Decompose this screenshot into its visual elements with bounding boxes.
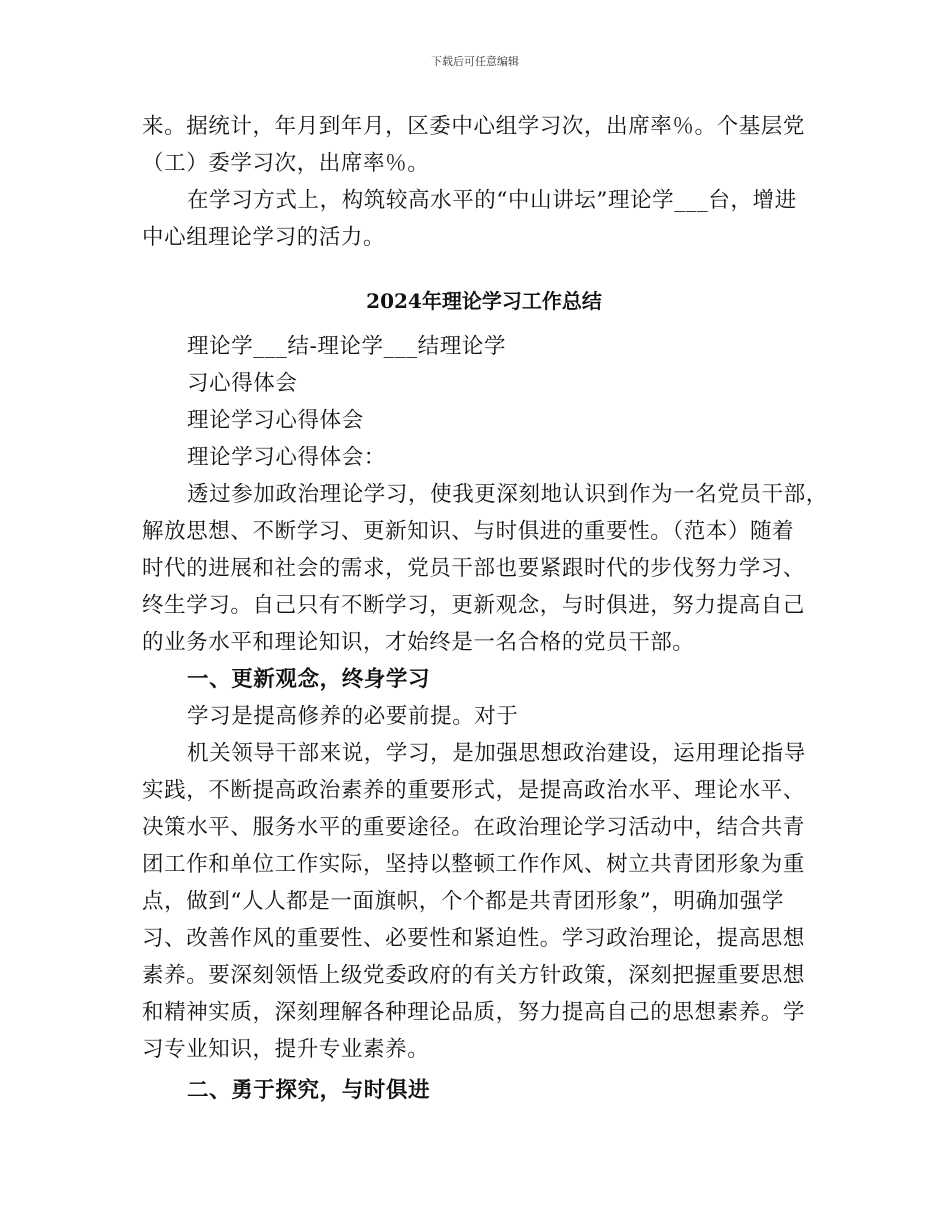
paragraph-line: 中心组理论学习的活力。 — [142, 225, 386, 250]
document-title: 2024年理论学习工作总结 — [366, 289, 602, 313]
paragraph-line: 习、改善作风的重要性、必要性和紧迫性。学习政治理论，提高思想 — [142, 926, 806, 951]
paragraph-line: 机关领导干部来说，学习，是加强思想政治建设，运用理论指导 — [187, 741, 806, 766]
paragraph-line: 学习是提高修养的必要前提。对于 — [187, 704, 519, 729]
paragraph-line: 点，做到“人人都是一面旗帜，个个都是共青团形象”，明确加强学 — [142, 889, 784, 914]
paragraph-line: 透过参加政治理论学习，使我更深刻地认识到作为一名党员干部， — [187, 482, 828, 507]
intro-line: 理论学习心得体会： — [187, 445, 386, 470]
paragraph-line: 和精神实质，深刻理解各种理论品质，努力提高自己的思想素养。学 — [142, 1000, 806, 1025]
intro-line: 理论学___结-理论学___结理论学 — [187, 334, 507, 359]
paragraph-line: 的业务水平和理论知识，才始终是一名合格的党员干部。 — [142, 630, 695, 655]
paragraph-line: 时代的进展和社会的需求，党员干部也要紧跟时代的步伐努力学习、 — [142, 556, 806, 581]
paragraph-line: （工）委学习次，出席率％。 — [142, 151, 430, 176]
paragraph-line: 素养。要深刻领悟上级党委政府的有关方针政策，深刻把握重要思想 — [142, 963, 806, 988]
intro-line: 理论学习心得体会 — [187, 408, 364, 433]
intro-line: 习心得体会 — [187, 371, 298, 396]
paragraph-line: 来。据统计，年月到年月，区委中心组学习次，出席率％。个基层党 — [142, 114, 806, 139]
paragraph-line: 终生学习。自己只有不断学习，更新观念，与时俱进，努力提高自己 — [142, 593, 806, 618]
paragraph-line: 决策水平、服务水平的重要途径。在政治理论学习活动中，结合共青 — [142, 815, 806, 840]
paragraph-line: 团工作和单位工作实际，坚持以整顿工作作风、树立共青团形象为重 — [142, 852, 806, 877]
section-heading: 二、勇于探究，与时俱进 — [187, 1078, 431, 1103]
document-body — [142, 108, 828, 1109]
section-heading: 一、更新观念，终身学习 — [187, 667, 431, 692]
page-header: 下载后可任意编辑 — [431, 55, 519, 68]
paragraph-line: 实践，不断提高政治素养的重要形式，是提高政治水平、理论水平、 — [142, 778, 806, 803]
paragraph-line: 解放思想、不断学习、更新知识、与时俱进的重要性。（范本）随着 — [142, 519, 795, 544]
paragraph-line: 习专业知识，提升专业素养。 — [142, 1037, 430, 1062]
paragraph-line: 在学习方式上，构筑较高水平的“中山讲坛”理论学___台，增进 — [187, 188, 797, 213]
